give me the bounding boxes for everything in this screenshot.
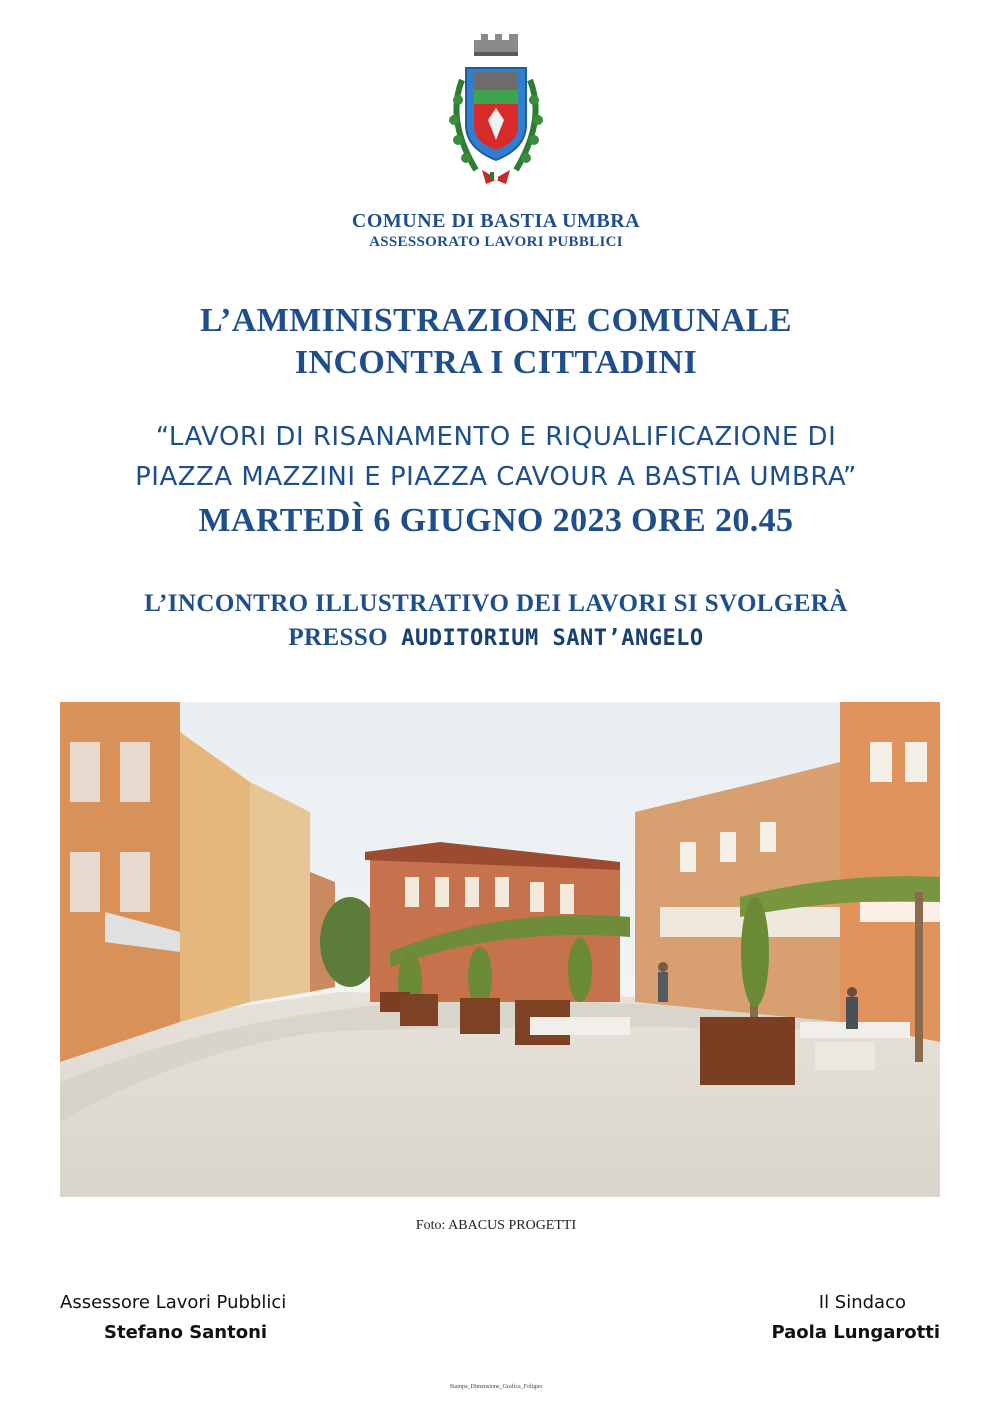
left-signatory-name: Stefano Santoni	[104, 1322, 268, 1343]
photo-credit: Foto: ABACUS PROGETTI	[415, 1218, 577, 1233]
piazza-rendering-photo	[60, 702, 940, 1197]
coat-of-arms-logo	[436, 30, 556, 190]
headline-line-1: L’AMMINISTRAZIONE COMUNALE	[200, 302, 792, 339]
department-name: ASSESSORATO LAVORI PUBBLICI	[369, 234, 623, 250]
left-signatory-role: Assessore Lavori Pubblici	[60, 1292, 287, 1313]
event-venue-line	[0, 624, 992, 652]
venue-name: AUDITORIUM SANT’ANGELO	[401, 626, 704, 651]
venue-prefix: PRESSO	[288, 624, 388, 651]
right-signatory-name: Paola Lungarotti	[771, 1322, 940, 1343]
printer-note: Stampa_Dimensione_Grafica_Foligno	[449, 1384, 543, 1390]
headline-line-2: INCONTRA I CITTADINI	[294, 344, 698, 381]
subject-line-1: “LAVORI DI RISANAMENTO E RIQUALIFICAZIONE DI	[155, 422, 837, 452]
event-date: MARTEDÌ 6 GIUGNO 2023 ORE 20.45	[198, 502, 794, 539]
right-signatory-role: Il Sindaco	[818, 1292, 906, 1313]
event-info-line: L’INCONTRO ILLUSTRATIVO DEI LAVORI SI SVOLGERÀ	[144, 590, 848, 617]
municipality-name: COMUNE DI BASTIA UMBRA	[351, 210, 641, 232]
subject-line-2: PIAZZA MAZZINI E PIAZZA CAVOUR A BASTIA UMBRA”	[135, 462, 857, 492]
